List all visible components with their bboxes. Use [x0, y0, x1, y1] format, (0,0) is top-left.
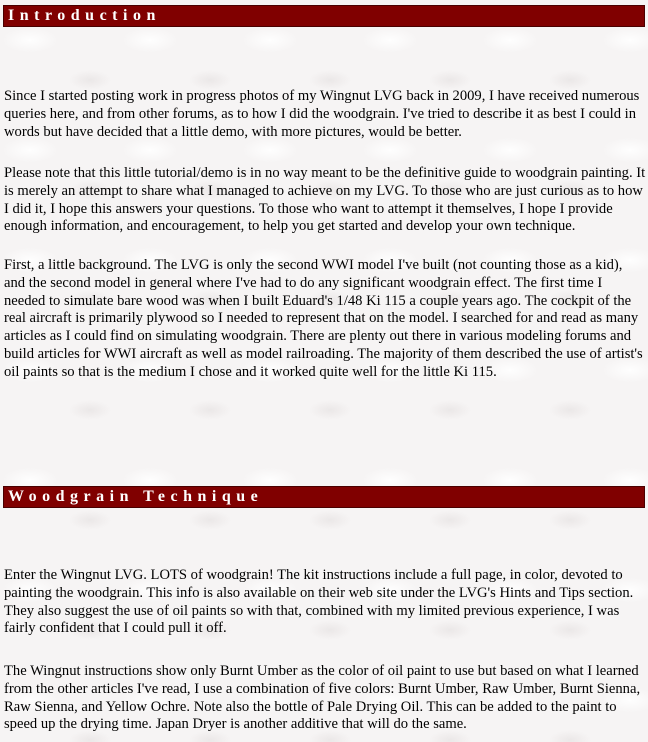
- intro-paragraph-3: First, a little background. The LVG is only the second WWI model I've built (not counting those as a kid), and the second model in general where I've had to do any significant woodgrain effect. The first time I needed to simulate bare wood was when I built Eduard's 1/48 Ki 115 a couple years ago. The cockpit of the real aircraft is primarily plywood so I needed to represent that on the model. I searched for and read as many articles as I could find on simulating woodgrain. There are plenty out there in various modeling forums and build articles for WWI aircraft as well as model railroading. The majority of them described the use of artist's oil paints so that is the medium I chose and it worked quite well for the little Ki 115.: [4, 257, 643, 380]
- section-header-woodgrain-technique: Woodgrain Technique: [3, 486, 645, 508]
- intro-paragraph-2: Please note that this little tutorial/demo is in no way meant to be the definitive guide to woodgrain painting. It is merely an attempt to share what I managed to achieve on my LVG. To those who are just curious as to how I did it, I hope this answers your questions. To those who want to attempt it themselves, I hope I provide enough information, and encouragement, to help you get started and develop your own technique.: [4, 165, 646, 235]
- intro-paragraph-1: Since I started posting work in progress photos of my Wingnut LVG back in 2009, I have received numerous queries here, and from other forums, as to how I did the woodgrain. I've tried to describe it as best I could in words but have decided that a little demo, with more pictures, would be better.: [4, 88, 640, 140]
- section-header-introduction: Introduction: [3, 5, 645, 27]
- woodgrain-paragraph-1: Enter the Wingnut LVG. LOTS of woodgrain! The kit instructions include a full page, in color, devoted to painting the woodgrain. This info is also available on their web site under the LVG's Hints and Tips section. They also suggest the use of oil paints so with that, combined with my limited previous experience, I was fairly confident that I could pull it off.: [4, 567, 634, 637]
- woodgrain-paragraph-2: The Wingnut instructions show only Burnt Umber as the color of oil paint to use but based on what I learned from the other articles I've read, I use a combination of five colors: Burnt Umber, Raw Umber, Burnt Sienna, Raw Sienna, and Yellow Ochre. Note also the bottle of Pale Drying Oil. This can be added to the paint to speed up the drying time. Japan Dryer is another additive that will do the same.: [4, 663, 641, 733]
